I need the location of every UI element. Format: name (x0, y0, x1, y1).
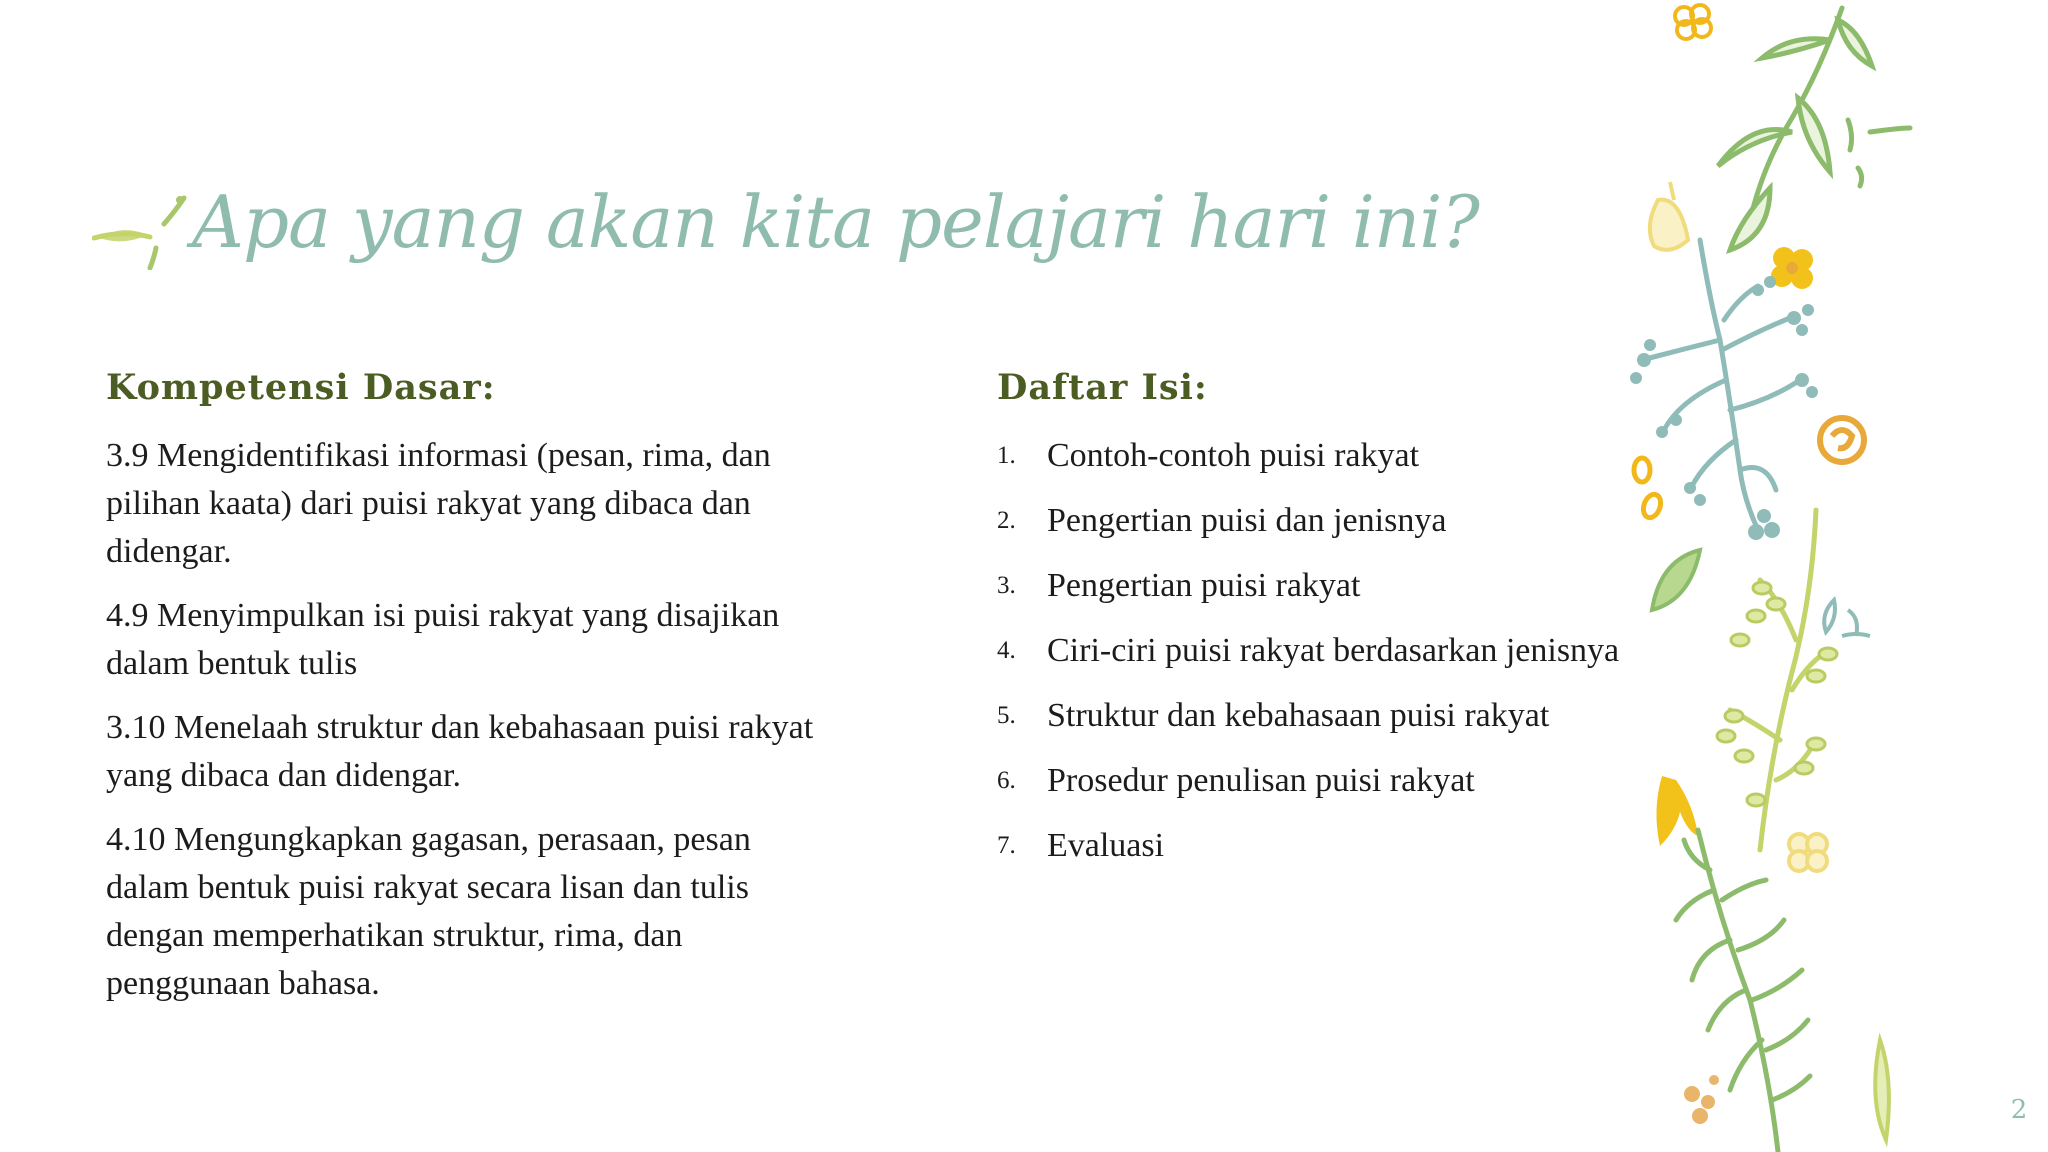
page-number: 2 (2010, 1095, 2028, 1125)
teal-leaves-icon (1824, 600, 1870, 636)
list-item (997, 497, 1637, 545)
green-vine-icon (1718, 8, 1910, 250)
kompetensi-dasar-section (106, 362, 826, 1024)
lime-leaf-icon (1875, 1040, 1889, 1140)
pale-flower-icon (1789, 834, 1827, 871)
list-item-number: 6. (997, 767, 1016, 794)
slide-title: Apa yang akan kita pelajari hari ini? (192, 180, 1479, 264)
list-item-number: 7. (997, 832, 1016, 859)
list-item-number: 3. (997, 572, 1016, 599)
kd-paragraph: 3.9 Mengidentifikasi informasi (pesan, rima, dan pilihan kaata) dari puisi rakyat yang dibaca dan didengar. (106, 437, 771, 570)
green-leaf-icon (1652, 550, 1700, 610)
floral-vine-illustration (1580, 0, 1920, 1152)
daftar-isi-heading: Daftar Isi: (997, 367, 1208, 408)
list-item-text: Evaluasi (1047, 827, 1165, 864)
list-item (997, 692, 1637, 740)
orange-dots-icon (1684, 1075, 1719, 1124)
list-item-text: Prosedur penulisan puisi rakyat (1047, 762, 1475, 799)
list-item-text: Ciri-ciri puisi rakyat berdasarkan jenisnya (1047, 632, 1620, 669)
list-item (997, 822, 1637, 870)
list-item-text: Contoh-contoh puisi rakyat (1047, 437, 1420, 474)
kompetensi-dasar-heading: Kompetensi Dasar: (106, 367, 496, 408)
lime-leaf-cluster-icon (1717, 582, 1837, 806)
list-item-number: 1. (997, 442, 1016, 469)
kd-paragraph: 4.10 Mengungkapkan gagasan, perasaan, pesan dalam bentuk puisi rakyat secara lisan dan tulis dengan memperhatikan struktur, rima, dan penggunaan bahasa. (106, 821, 751, 1002)
bell-flower-icon (1650, 182, 1688, 250)
list-item-text: Struktur dan kebahasaan puisi rakyat (1047, 697, 1550, 734)
yellow-tulip-icon (1656, 776, 1698, 846)
list-item (997, 432, 1637, 480)
daftar-isi-section (997, 362, 1637, 887)
daftar-isi-list (997, 432, 1637, 870)
kd-paragraph: 4.9 Menyimpulkan isi puisi rakyat yang disajikan dalam bentuk tulis (106, 597, 780, 682)
list-item-text: Pengertian puisi rakyat (1047, 567, 1361, 604)
list-item (997, 562, 1637, 610)
list-item (997, 627, 1637, 675)
yellow-flower-icon (1771, 247, 1813, 289)
list-item (997, 757, 1637, 805)
list-item-number: 5. (997, 702, 1016, 729)
orange-ring-icon (1634, 458, 1664, 520)
leaf-sprig-icon (92, 190, 187, 270)
list-item-number: 4. (997, 637, 1016, 664)
title-row (92, 170, 1479, 280)
orange-flower-icon (1675, 5, 1711, 39)
orange-rose-icon (1820, 418, 1864, 462)
green-fern-icon (1676, 830, 1810, 1152)
list-item-number: 2. (997, 507, 1016, 534)
kd-paragraph: 3.10 Menelaah struktur dan kebahasaan puisi rakyat yang dibaca dan didengar. (106, 709, 814, 794)
list-item-text: Pengertian puisi dan jenisnya (1047, 502, 1447, 539)
